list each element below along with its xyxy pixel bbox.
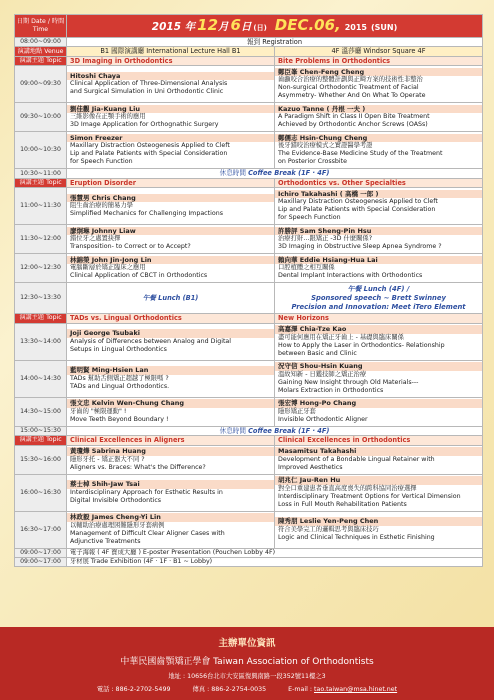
- talk-title: Logic and Clinical Techniques in Esthetic Finishing: [278, 533, 435, 541]
- organizer-name: 中華民國齒顎矯正學會 Taiwan Association of Orthodontists: [120, 657, 374, 667]
- talk-title: Achieved by Orthodontic Anchor Screws (OASs): [278, 121, 428, 129]
- session-row: [15, 132, 483, 169]
- venue-left: B1 國際演講廳 International Lecture Hall B1: [67, 47, 275, 56]
- session-row: [15, 511, 483, 548]
- session-right: [275, 132, 483, 169]
- talk-title: for Speech Function: [70, 158, 133, 166]
- talk-title: 符合美學完工的邏輯思考與臨床技巧: [278, 525, 379, 533]
- exhibit-row: [15, 548, 483, 557]
- phone-text: 電話 : 886-2-2702-5499: [96, 686, 171, 693]
- talk-title: Maxillary Distraction Osteogenesis Applied to Cleft: [278, 198, 438, 206]
- venue-row: [15, 47, 483, 56]
- topic-left: 3D Imaging in Orthodontics: [67, 56, 275, 65]
- talk-title: Interdisciplinary Treatment Options for Vertical Dimension: [278, 492, 461, 500]
- speaker-name: 林錦榮 John Jin-Jong Lin: [67, 256, 274, 264]
- exhibit-row: [15, 557, 483, 566]
- session-row: [15, 254, 483, 283]
- date-weekday: (日): [253, 24, 267, 33]
- talk-title: A Paradigm Shift in Class II Open Bite Treatment: [278, 113, 430, 121]
- talk-title: 齒顱咬合治療的整體計劃與正畸方案的技術性非整治: [278, 76, 423, 84]
- talk-title: 口腔植體之相互關係: [278, 264, 335, 272]
- talk-title: 三維影像在正顎手術的應用: [70, 113, 146, 121]
- time-label: 15:00~15:30: [15, 426, 67, 435]
- eposter-text: 電子海報 ( 4F 寶成大廳 ) E-poster Presentation (Pouchen Lobby 4F): [67, 548, 483, 557]
- session-left: [67, 360, 275, 397]
- session-right: [275, 225, 483, 254]
- organizer-address: 地址 : 10656台北市大安區復興南路一段352號11樓之3: [168, 673, 326, 680]
- session-right: [275, 445, 483, 474]
- speaker-name: 林政毅 James Cheng-Yi Lin: [67, 513, 274, 521]
- talk-title: 隱形矯正牙套: [278, 407, 316, 415]
- session-left: [67, 103, 275, 132]
- talk-title: 錯位牙之處置抉擇: [70, 235, 121, 243]
- talk-title: Gaining New Insight through Old Materials---: [278, 378, 419, 386]
- talk-title: Development of a Bondable Lingual Retainer with: [278, 455, 435, 463]
- session-left: [67, 132, 275, 169]
- talk-title: 後牙錯咬治療模式之實證醫學考證: [278, 142, 373, 150]
- talk-title: 治療打鼾…跟矯正 -3D 什麼關係?: [278, 235, 373, 243]
- session-right: [275, 360, 483, 397]
- talk-title: Aligners vs. Braces: What's the Difference?: [70, 463, 206, 471]
- speaker-name: 張慧男 Chris Chang: [67, 194, 274, 202]
- break-zh: 休息時間: [219, 169, 249, 178]
- time-label: 12:30~13:30: [15, 283, 67, 314]
- venue-label: 演講地點 Venue: [15, 47, 67, 56]
- session-right: [275, 103, 483, 132]
- trade-exhibition-text: 牙材展 Trade Exhibition (4F · 1F · B1 ~ Lobby): [67, 557, 483, 566]
- organizer-contact: [0, 684, 494, 693]
- talk-title: Clinical Application of Three-Dimensional Analysis: [70, 80, 228, 88]
- talk-title: 盡可能何應用在矯正牙齒上 - 基礎與臨床關係: [278, 333, 404, 341]
- session-right: [275, 511, 483, 548]
- session-right: [275, 188, 483, 225]
- talk-title: 3D Imaging in Obstructive Sleep Apnea Syndrome ?: [278, 243, 442, 251]
- speaker-name: Hitoshi Chaya: [67, 72, 274, 80]
- speaker-name: 鄭儒志 Hsin-Chung Cheng: [275, 134, 482, 142]
- break-en: Coffee Break (1F · 4F): [248, 169, 330, 178]
- session-row: [15, 103, 483, 132]
- speaker-name: 況守信 Shou-Hsin Kuang: [275, 362, 482, 370]
- session-row: [15, 225, 483, 254]
- time-label: 09:00~17:00: [15, 557, 67, 566]
- talk-title: Maxillary Distraction Osteogenesis Applied to Cleft: [70, 142, 230, 150]
- organizer-footer: [0, 627, 494, 700]
- date-banner: [67, 15, 483, 38]
- topic-row: [15, 178, 483, 187]
- date-month-suffix: 月: [218, 21, 229, 34]
- time-label: 15:30~16:00: [15, 445, 67, 474]
- date-day-suffix: 日: [240, 21, 252, 34]
- date-month: 12: [197, 16, 219, 35]
- registration-row: [15, 38, 483, 47]
- talk-title: TADs 幫助舌側矯正超越了極限嗎 ?: [70, 374, 169, 382]
- date-day: 6: [230, 16, 241, 35]
- session-left: [67, 397, 275, 426]
- speaker-name: 胡兆仁 Jau-Ren Hu: [275, 476, 482, 484]
- lunch-right: [275, 283, 483, 314]
- talk-title: The Evidence-Base Medicine Study of the Treatment: [278, 150, 443, 158]
- topic-row: [15, 314, 483, 323]
- time-label: 09:00~17:00: [15, 548, 67, 557]
- sponsored-title: Precision and Innovation: Meet iTero Element: [291, 302, 466, 311]
- registration-text: 報到 Registration: [67, 38, 483, 47]
- talk-title: TADs and Lingual Orthodontics.: [70, 382, 170, 390]
- topic-row: [15, 56, 483, 65]
- talk-title: Transposition- to Correct or to Accept?: [70, 243, 191, 251]
- topic-left: Clinical Excellences in Aligners: [67, 436, 275, 445]
- break-en: Coffee Break (1F · 4F): [248, 426, 330, 435]
- session-right: [275, 66, 483, 103]
- speaker-name: Masamitsu Takahashi: [275, 447, 482, 455]
- session-left: [67, 474, 275, 511]
- session-row: [15, 360, 483, 397]
- email-link[interactable]: tao.taiwan@msa.hinet.net: [314, 686, 398, 693]
- talk-title: Digital Invisible Orthodontics: [70, 496, 162, 504]
- talk-title: 電腦斷層於矯正臨床之應用: [70, 264, 146, 272]
- break-row: [15, 426, 483, 435]
- date-time-label: 日期 Date / 時間 Time: [15, 15, 67, 38]
- session-left: [67, 323, 275, 360]
- speaker-name: 張文忠 Kelvin Wen-Chung Chang: [67, 399, 274, 407]
- talk-title: Molars Extraction in Orthodontics: [278, 386, 384, 394]
- topic-label: 演講主題 Topic: [15, 56, 67, 65]
- time-label: 11:00~11:30: [15, 188, 67, 225]
- talk-title: Loss in Full Mouth Rehabilitation Patients: [278, 500, 407, 508]
- coffee-break: [67, 169, 483, 178]
- time-label: 11:30~12:00: [15, 225, 67, 254]
- session-row: [15, 188, 483, 225]
- date-header-row: [15, 15, 483, 38]
- talk-title: Invisible Orthodontic Aligner: [278, 415, 368, 423]
- speaker-name: Kazuo Tanne ( 丹根 一夫 ): [275, 105, 482, 113]
- session-right: [275, 254, 483, 283]
- coffee-break: [67, 426, 483, 435]
- talk-title: Lip and Palate Patients with Special Consideration: [70, 150, 228, 158]
- talk-title: Non-surgical Orthodontic Treatment of Facial: [278, 84, 419, 92]
- talk-title: 溫故知新 - 日鑑技師之矯正治療: [278, 370, 367, 378]
- venue-right: 4F 溫莎廳 Windsor Square 4F: [275, 47, 483, 56]
- talk-title: Adjunctive Treatments: [70, 537, 141, 545]
- talk-title: Analysis of Differences between Analog and Digital: [70, 337, 232, 345]
- session-left: [67, 188, 275, 225]
- time-label: 14:30~15:00: [15, 397, 67, 426]
- topic-left: Eruption Disorder: [67, 178, 275, 187]
- session-left: [67, 66, 275, 103]
- session-left: [67, 445, 275, 474]
- session-right: [275, 474, 483, 511]
- break-zh: 休息時間: [219, 426, 249, 435]
- session-row: [15, 474, 483, 511]
- footer-title: 主辦單位資訊: [218, 638, 276, 649]
- topic-left: TADs vs. Lingual Orthodontics: [67, 314, 275, 323]
- speaker-name: Ichiro Takahashi ( 高橋 一郎 ): [275, 190, 482, 198]
- topic-right: Bite Problems in Orthodontics: [275, 56, 483, 65]
- topic-label: 演講主題 Topic: [15, 436, 67, 445]
- talk-title: Setups in Lingual Orthodontics: [70, 345, 167, 353]
- topic-row: [15, 436, 483, 445]
- date-en-year: 2015: [344, 23, 367, 33]
- date-year: 2015 年: [151, 21, 196, 34]
- session-left: [67, 511, 275, 548]
- time-label: 13:30~14:00: [15, 323, 67, 360]
- talk-title: 3D Image Application for Orthognathic Surgery: [70, 121, 219, 129]
- talk-title: 阻生齒治療的簡易力學: [70, 202, 133, 210]
- email-block: [288, 686, 397, 693]
- session-row: [15, 445, 483, 474]
- schedule-table: [14, 14, 483, 567]
- speaker-name: 賴向華 Eddie Hsiang-Hua Lai: [275, 256, 482, 264]
- talk-title: and Surgical Simulation in Uni Orthodontic Clinic: [70, 88, 224, 96]
- talk-title: Dental Implant Interactions with Orthodontics: [278, 272, 423, 280]
- talk-title: 對全口重建患者垂直高度喪失的跨科協同治療選擇: [278, 484, 417, 492]
- speaker-name: Simon Freezer: [67, 134, 274, 142]
- topic-right: New Horizons: [275, 314, 483, 323]
- time-label: 16:30~17:00: [15, 511, 67, 548]
- topic-right: Orthodontics vs. Other Specialties: [275, 178, 483, 187]
- session-row: [15, 397, 483, 426]
- talk-title: Simplified Mechanics for Challenging Impactions: [70, 210, 223, 218]
- speaker-name: 張宏博 Hong-Po Chang: [275, 399, 482, 407]
- talk-title: Improved Aesthetics: [278, 463, 343, 471]
- speaker-name: 劉佳觀 Jia-Kuang Liu: [67, 105, 274, 113]
- speaker-name: 高嘉澤 Chia-Tze Kao: [275, 325, 482, 333]
- lunch-right-line: 午餐 Lunch (4F) /: [347, 285, 410, 294]
- time-label: 09:00~09:30: [15, 66, 67, 103]
- talk-title: Clinical Application of CBCT in Orthodontics: [70, 272, 208, 280]
- speaker-name: Joji George Tsubaki: [67, 329, 274, 337]
- break-row: [15, 169, 483, 178]
- date-en: DEC.06,: [274, 16, 341, 35]
- speaker-name: 許勝評 Sam Sheng-Pin Hsu: [275, 227, 482, 235]
- session-row: [15, 323, 483, 360]
- session-left: [67, 254, 275, 283]
- talk-title: Move Teeth Beyond Boundary !: [70, 415, 169, 423]
- email-label: E-mail :: [288, 686, 312, 693]
- sponsored-speech: Sponsored speech ~ Brett Swinney: [311, 293, 446, 302]
- speaker-name: 蔡士棹 Shih-Jaw Tsai: [67, 480, 274, 488]
- topic-label: 演講主題 Topic: [15, 178, 67, 187]
- lunch-left-text: 午餐 Lunch (B1): [142, 293, 199, 302]
- talk-title: 隱形牙托 - 矯正器大不同 ?: [70, 455, 145, 463]
- session-right: [275, 397, 483, 426]
- talk-title: How to Apply the Laser in Orthodontics- Relationship: [278, 341, 445, 349]
- time-label: 09:30~10:00: [15, 103, 67, 132]
- speaker-name: 鄭臣峯 Chen-Feng Cheng: [275, 68, 482, 76]
- topic-right: Clinical Excellences in Orthodontics: [275, 436, 483, 445]
- speaker-name: 陳秀朋 Leslie Yen-Peng Chen: [275, 517, 482, 525]
- speaker-name: 黃瓊燁 Sabrina Huang: [67, 447, 274, 455]
- session-left: [67, 225, 275, 254]
- date-en-weekday: (SUN): [370, 23, 398, 33]
- time-label: 16:00~16:30: [15, 474, 67, 511]
- talk-title: 以輔助治療處理困難隱形牙套病例: [70, 521, 165, 529]
- fax-text: 傳真 : 886-2-2754-0035: [192, 686, 267, 693]
- talk-title: 牙齒的 "極限運動" !: [70, 407, 127, 415]
- topic-label: 演講主題 Topic: [15, 314, 67, 323]
- time-label: 08:00~09:00: [15, 38, 67, 47]
- time-label: 10:00~10:30: [15, 132, 67, 169]
- speaker-name: 廖炯琳 Johnny Liaw: [67, 227, 274, 235]
- talk-title: on Posterior Crossbite: [278, 158, 348, 166]
- time-label: 14:00~14:30: [15, 360, 67, 397]
- session-row: [15, 66, 483, 103]
- time-label: 10:30~11:00: [15, 169, 67, 178]
- talk-title: between Basic and Clinic: [278, 349, 357, 357]
- session-right: [275, 323, 483, 360]
- talk-title: Interdisciplinary Approach for Esthetic Results in: [70, 488, 223, 496]
- lunch-row: [15, 283, 483, 314]
- talk-title: Management of Difficult Clear Aligner Cases with: [70, 529, 225, 537]
- speaker-name: 藍明賢 Ming-Hsien Lan: [67, 366, 274, 374]
- talk-title: for Speech Function: [278, 214, 341, 222]
- talk-title: Lip and Palate Patients with Special Consideration: [278, 206, 436, 214]
- lunch-left: [67, 283, 275, 314]
- time-label: 12:00~12:30: [15, 254, 67, 283]
- talk-title: Asymmetry- Whether And On What To Operate: [278, 92, 426, 100]
